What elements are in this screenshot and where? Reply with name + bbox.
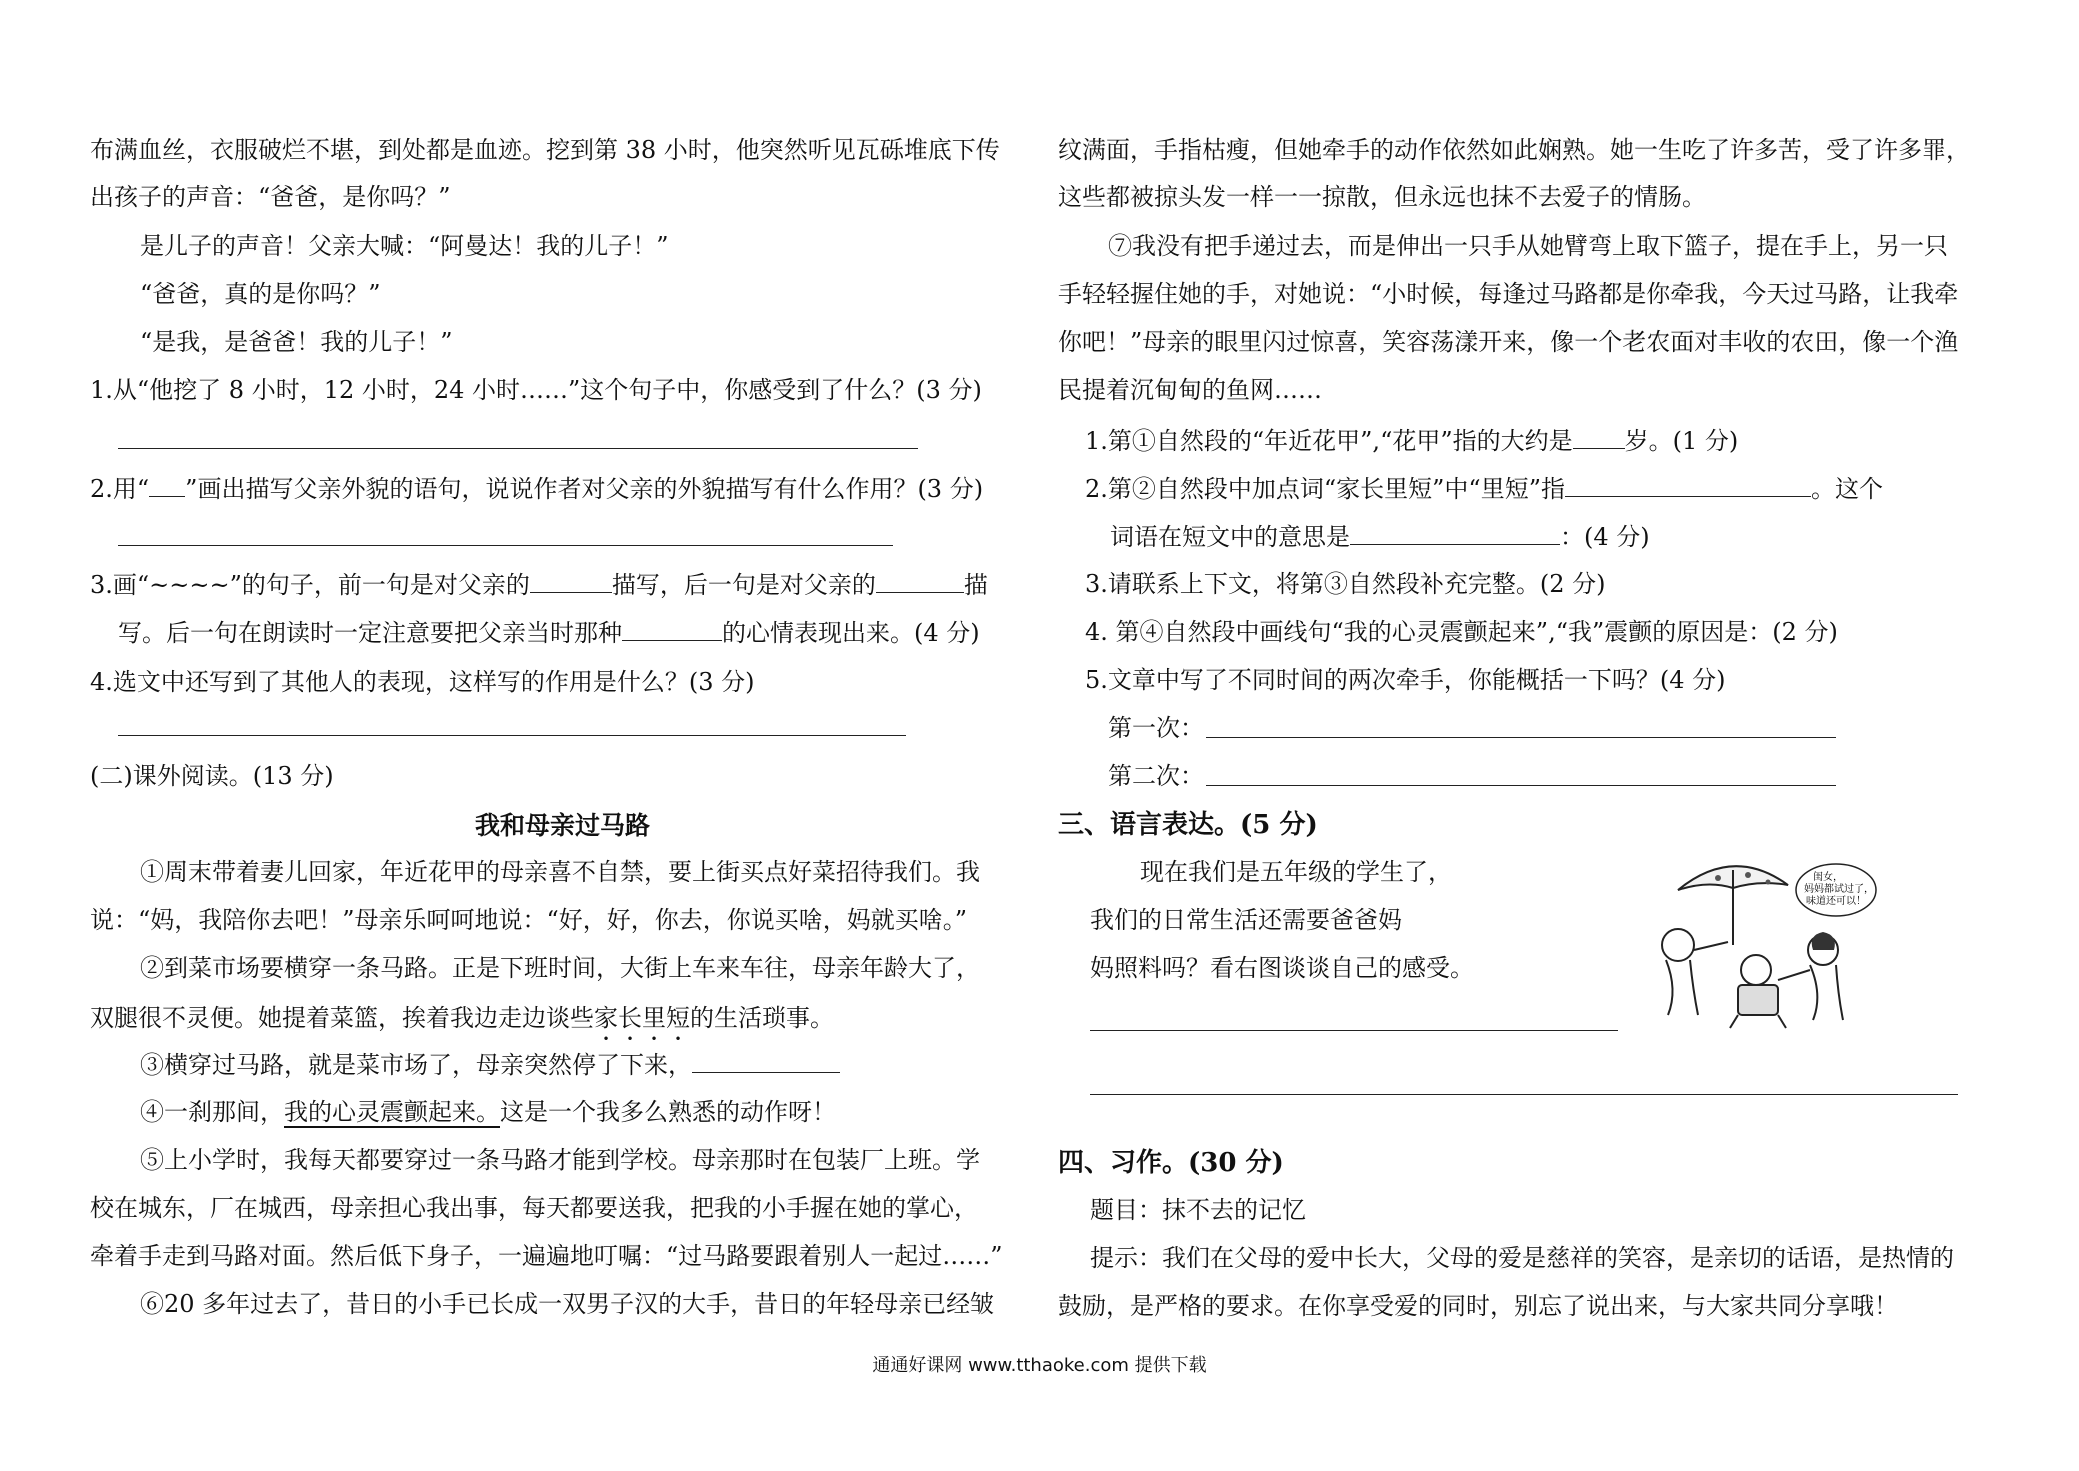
- answer-line[interactable]: [1206, 737, 1836, 738]
- question-1: 1.从“他挖了 8 小时，12 小时，24 小时……”这个句子中，你感受到了什么？(3 分): [90, 376, 982, 404]
- svg-text:味道还可以！: 味道还可以！: [1806, 896, 1866, 907]
- expression-prompt: 我们的日常生活还需要爸爸妈: [1090, 906, 1402, 934]
- paragraph-4: ④一刹那间，我的心灵震颤起来。这是一个我多么熟悉的动作呀！: [140, 1098, 836, 1126]
- question-4: 4.选文中还写到了其他人的表现，这样写的作用是什么？(3 分): [90, 668, 755, 696]
- passage-line: “是我，是爸爸！我的儿子！”: [140, 328, 453, 356]
- paragraph-2: 双腿很不灵便。她提着菜篮，挨着我边走边谈些家长里短的生活琐事。: [90, 1004, 834, 1032]
- paragraph-7: ⑦我没有把手递过去，而是伸出一只手从她臂弯上取下篮子，提在手上，另一只: [1108, 232, 1948, 260]
- underlined-sentence: 我的心灵震颤起来。: [284, 1098, 500, 1126]
- paragraph-7: 你吧！”母亲的眼里闪过惊喜，笑容荡漾开来，像一个老农面对丰收的农田，像一个渔: [1058, 328, 1959, 356]
- father-figure: [1662, 929, 1694, 961]
- essay-hint: 鼓励，是严格的要求。在你享受爱的同时，别忘了说出来，与大家共同分享哦！: [1058, 1292, 1898, 1320]
- svg-text:妈妈都试过了，: 妈妈都试过了，: [1804, 884, 1874, 895]
- right-question-3: 3.请联系上下文，将第③自然段补充完整。(2 分): [1085, 570, 1606, 598]
- right-question-2-cont: 词语在短文中的意思是 ：(4 分): [1110, 523, 1650, 551]
- answer-line[interactable]: [1090, 1094, 1958, 1095]
- essay-hint: 提示：我们在父母的爱中长大，父母的爱是慈祥的笑容，是亲切的话语，是热情的: [1090, 1244, 1954, 1272]
- dotted-word: 家长里短: [594, 1004, 690, 1032]
- paragraph-2: ②到菜市场要横穿一条马路。正是下班时间，大街上车来车往，母亲年龄大了，: [140, 954, 980, 982]
- section-2-heading: (二)课外阅读。(13 分): [90, 762, 334, 790]
- right-question-2: 2.第②自然段中加点词“家长里短”中“里短”指 。这个: [1085, 475, 1883, 503]
- passage-line: “爸爸，真的是你吗？”: [140, 280, 381, 308]
- child-figure: [1741, 955, 1771, 985]
- right-question-4: 4. 第④自然段中画线句“我的心灵震颤起来”,“我”震颤的原因是：(2 分): [1085, 618, 1838, 646]
- paragraph-5: 校在城东，厂在城西，母亲担心我出事，每天都要送我，把我的小手握在她的掌心，: [90, 1194, 978, 1222]
- passage-line: 布满血丝，衣服破烂不堪，到处都是血迹。挖到第 38 小时，他突然听见瓦砾堆底下传: [90, 136, 1000, 164]
- right-question-5: 5.文章中写了不同时间的两次牵手，你能概括一下吗？(4 分): [1085, 666, 1726, 694]
- answer-line[interactable]: [1090, 1030, 1618, 1031]
- paragraph-1: ①周末带着妻儿回家，年近花甲的母亲喜不自禁，要上街买点好菜招待我们。我: [140, 858, 980, 886]
- page-footer: 通通好课网 www.tthaoke.com 提供下载: [872, 1355, 1207, 1376]
- cartoon-illustration: [1638, 850, 1878, 1030]
- paragraph-6: ⑥20 多年过去了，昔日的小手已长成一双男子汉的大手，昔日的年轻母亲已经皱: [140, 1290, 995, 1318]
- passage-line: 纹满面，手指枯瘦，但她牵手的动作依然如此娴熟。她一生吃了许多苦，受了许多罪，: [1058, 136, 1970, 164]
- paragraph-5: 牵着手走到马路对面。然后低下身子，一遍遍地叮嘱：“过马路要跟着别人一起过……”: [90, 1242, 1003, 1270]
- first-time-label: 第一次：: [1108, 714, 1204, 742]
- essay-topic: 题目：抹不去的记忆: [1090, 1196, 1306, 1224]
- section-4-heading: 四、习作。(30 分): [1058, 1148, 1284, 1178]
- question-3: 3.画“~~~~”的句子，前一句是对父亲的 描写，后一句是对父亲的 描: [90, 571, 988, 599]
- second-time-label: 第二次：: [1108, 762, 1204, 790]
- answer-line[interactable]: [118, 448, 918, 449]
- question-2: 2.用“ ”画出描写父亲外貌的语句，说说作者对父亲的外貌描写有什么作用？(3 分): [90, 475, 984, 503]
- paragraph-1: 说：“妈，我陪你去吧！”母亲乐呵呵地说：“好，好，你去，你说买啥，妈就买啥。”: [90, 906, 968, 934]
- paragraph-7: 手轻轻握住她的手，对她说：“小时候，每逢过马路都是你牵我，今天过马路，让我牵: [1058, 280, 1959, 308]
- passage-line: 出孩子的声音：“爸爸，是你吗？”: [90, 183, 451, 211]
- answer-line[interactable]: [118, 735, 906, 736]
- section-3-heading: 三、语言表达。(5 分): [1058, 810, 1318, 840]
- answer-line[interactable]: [1206, 785, 1836, 786]
- question-3-cont: 写。后一句在朗读时一定注意要把父亲当时那种 的心情表现出来。(4 分): [118, 619, 980, 647]
- svg-text:闺女，: 闺女，: [1813, 872, 1843, 883]
- passage-line: 这些都被掠头发一样一一掠散，但永远也抹不去爱子的情肠。: [1058, 183, 1706, 211]
- right-question-1: 1.第①自然段的“年近花甲”,“花甲”指的大约是 岁。(1 分): [1085, 427, 1739, 455]
- paragraph-3: ③横穿过马路，就是菜市场了，母亲突然停了下来，: [140, 1052, 840, 1077]
- passage-line: 是儿子的声音！父亲大喊：“阿曼达！我的儿子！”: [140, 232, 669, 260]
- passage-title: 我和母亲过马路: [475, 811, 651, 840]
- expression-prompt: 现在我们是五年级的学生了，: [1140, 858, 1452, 886]
- paragraph-5: ⑤上小学时，我每天都要穿过一条马路才能到学校。母亲那时在包装厂上班。学: [140, 1146, 980, 1174]
- paragraph-7: 民提着沉甸甸的鱼网……: [1058, 376, 1322, 404]
- answer-line[interactable]: [118, 545, 893, 546]
- expression-prompt: 妈照料吗？看右图谈谈自己的感受。: [1090, 954, 1474, 982]
